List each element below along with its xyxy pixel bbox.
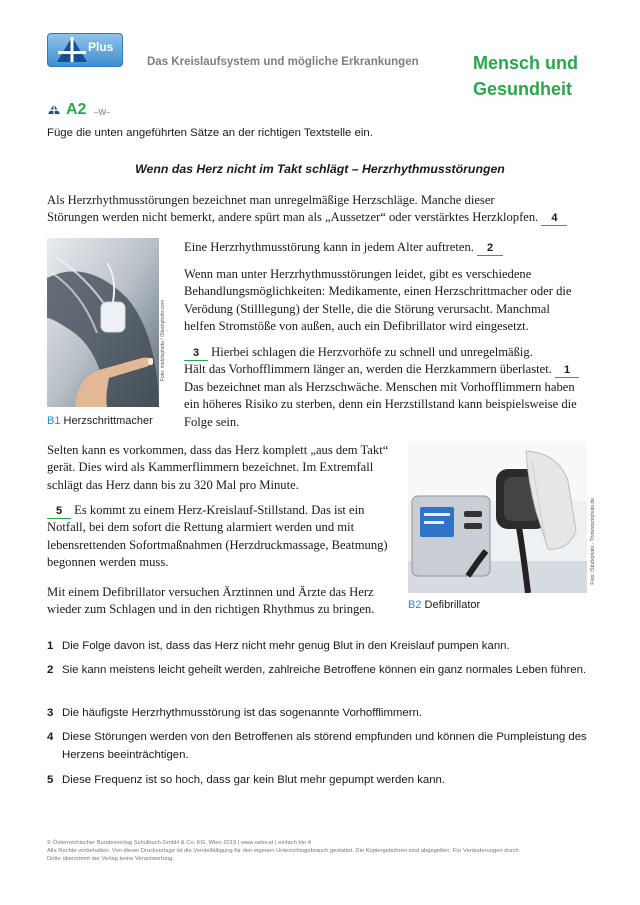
footer-line: Dritte übernimmt der Verlag keine Verantwortung. bbox=[47, 856, 174, 862]
answer-blank[interactable]: 1 bbox=[555, 364, 579, 378]
figure-id: B1 bbox=[47, 415, 61, 427]
text-line bbox=[47, 502, 397, 519]
sentence-text: Diese Frequenz ist so hoch, dass gar kein Blut mehr gepumpt werden kann. bbox=[62, 774, 446, 786]
brand-line-2: Gesundheit bbox=[473, 79, 573, 99]
b2-caption bbox=[408, 599, 480, 611]
text-line bbox=[184, 344, 604, 361]
sentence-item bbox=[47, 661, 587, 679]
brand-line-1: Mensch und bbox=[473, 53, 579, 73]
text-line: Behandlungsmöglichkeiten: Medikamente, einen Herzschrittmacher oder die bbox=[184, 284, 572, 299]
task-triangle-icon bbox=[47, 103, 61, 115]
b1-photo-credit: Foto: mobilephoto / iStockphoto.com bbox=[160, 300, 166, 382]
pacemaker-xray-image bbox=[47, 238, 159, 407]
text-span: Störungen werden nicht bemerkt, andere spürt man als „Aussetzer“ oder verstärktes Herzklopfen. bbox=[47, 210, 539, 225]
text-span: Hält das Vorhofflimmern länger an, werden die Herzkammern überlastet. bbox=[184, 362, 552, 377]
text-title: Wenn das Herz nicht im Takt schlägt – Herzrhythmusstörungen bbox=[135, 162, 505, 176]
text-line bbox=[184, 361, 604, 378]
answer-blank[interactable]: 2 bbox=[477, 242, 503, 256]
text-span: Hierbei schlagen die Herzvorhöfe zu schnell und unregelmäßig. bbox=[211, 345, 533, 359]
sentence-item bbox=[47, 771, 607, 789]
b1-caption bbox=[47, 415, 153, 427]
text-line: gerät. Dies wird als Kammerflimmern bezeichnet. Im Extremfall bbox=[47, 460, 374, 475]
text-line bbox=[47, 209, 607, 226]
task-level: –W– bbox=[94, 108, 111, 117]
answer-blank[interactable]: 5 bbox=[47, 505, 71, 519]
sentence-number: 1 bbox=[47, 640, 54, 652]
footer-line: Alle Rechte vorbehalten. Von dieser Druckvorlage ist die Vervielfältigung für den eigenen Unterrichtsgebrauch gestattet. Die Kopiergebühren sind abgegolten. Für Veränderungen durch bbox=[47, 848, 519, 854]
figure-label: Defibrillator bbox=[424, 599, 481, 611]
text-line: Selten kann es vorkommen, dass das Herz komplett „aus dem Takt“ bbox=[47, 443, 389, 457]
text-line: Verödung (Stilllegung) der Stelle, die die Störung verursacht. Manchmal bbox=[184, 301, 550, 316]
text-line: ein höheres Risiko zu sterben, denn ein Herzstillstand kann beispielsweise die bbox=[184, 397, 577, 412]
figure-label: Herzschrittmacher bbox=[63, 415, 153, 427]
text-line: helfen Stromstöße von außen, auch ein Defibrillator wird eingesetzt. bbox=[184, 319, 529, 334]
text-line: lebensrettenden Sofortmaßnahmen (Herzdruckmassage, Beatmung) bbox=[47, 537, 388, 552]
sentence-text: Die häufigste Herzrhythmusstörung ist das sogenannte Vorhofflimmern. bbox=[62, 707, 423, 719]
sentence-number: 2 bbox=[47, 664, 54, 676]
treatment-paragraph bbox=[184, 266, 594, 336]
header-subtitle: Das Kreislaufsystem und mögliche Erkrankungen bbox=[147, 56, 419, 68]
text-line: Mit einem Defibrillator versuchen Ärztinnen und Ärzte das Herz bbox=[47, 585, 374, 599]
text-line: begonnen werden muss. bbox=[47, 555, 169, 570]
task-instruction: Füge die unten angeführten Sätze an der richtigen Textstelle ein. bbox=[47, 127, 373, 139]
figure-id: B2 bbox=[408, 599, 422, 611]
text-span: Eine Herzrhythmusstörung kann in jedem Alter auftreten. bbox=[184, 240, 474, 254]
sentence-item bbox=[47, 704, 607, 722]
sentence-text: Die Folge davon ist, dass das Herz nicht mehr genug Blut in den Kreislauf pumpen kann. bbox=[62, 640, 510, 652]
cardiac-arrest-paragraph bbox=[47, 502, 397, 572]
sentence-number: 5 bbox=[47, 774, 54, 786]
text-line: Wenn man unter Herzrhythmusstörungen leidet, gibt es verschiedene bbox=[184, 267, 532, 281]
answer-blank[interactable]: 4 bbox=[541, 212, 567, 226]
sentence-text: Sie kann meistens leicht geheilt werden, zahlreiche Betroffene können ein ganz normales Leben führen. bbox=[62, 664, 587, 676]
answer-blank[interactable]: 3 bbox=[184, 347, 208, 361]
sentence-text: Diese Störungen werden von den Betroffenen als störend empfunden und können die Pumpleistung des Herzens beeinträchtigen. bbox=[62, 731, 587, 761]
defibrillator-paragraph bbox=[47, 584, 397, 619]
sentence-number: 3 bbox=[47, 707, 54, 719]
footer-line: © Österreichischer Bundesverlag Schulbuch GmbH & Co. KG, Wien 2019 | www.oebv.at | einfach bio 4 bbox=[47, 840, 311, 846]
logo-label: Plus bbox=[88, 40, 114, 54]
page-footer bbox=[47, 839, 587, 863]
logo-triangle-icon bbox=[54, 34, 90, 66]
defibrillator-image bbox=[408, 441, 587, 593]
series-brand bbox=[473, 50, 578, 102]
intro-paragraph bbox=[47, 192, 607, 227]
b2-photo-credit: Foto: iStockphoto - Thinkstockphoto.de bbox=[590, 498, 596, 585]
text-line: Als Herzrhythmusstörungen bezeichnet man unregelmäßige Herzschläge. Manche dieser bbox=[47, 193, 495, 207]
sentence-item bbox=[47, 728, 602, 764]
sentence-item bbox=[47, 637, 607, 655]
text-line: wieder zum Schlagen und in den richtigen Rhythmus zu bringen. bbox=[47, 602, 375, 617]
text-line: Notfall, bei dem sofort die Rettung alarmiert werden und mit bbox=[47, 520, 355, 535]
task-number: A2 bbox=[66, 101, 87, 118]
text-span: Es kommt zu einem Herz-Kreislauf-Stillstand. Das ist ein bbox=[74, 503, 365, 517]
rare-paragraph bbox=[47, 442, 397, 494]
text-line: Folge sein. bbox=[184, 414, 240, 429]
age-paragraph bbox=[184, 239, 594, 256]
text-line: schlägt das Herz dann bis zu 320 Mal pro Minute. bbox=[47, 477, 299, 492]
text-line: Das bezeichnet man als Herzschwäche. Menschen mit Vorhofflimmern haben bbox=[184, 379, 575, 394]
sentence-number: 4 bbox=[47, 731, 54, 743]
fibrillation-paragraph bbox=[184, 344, 604, 431]
